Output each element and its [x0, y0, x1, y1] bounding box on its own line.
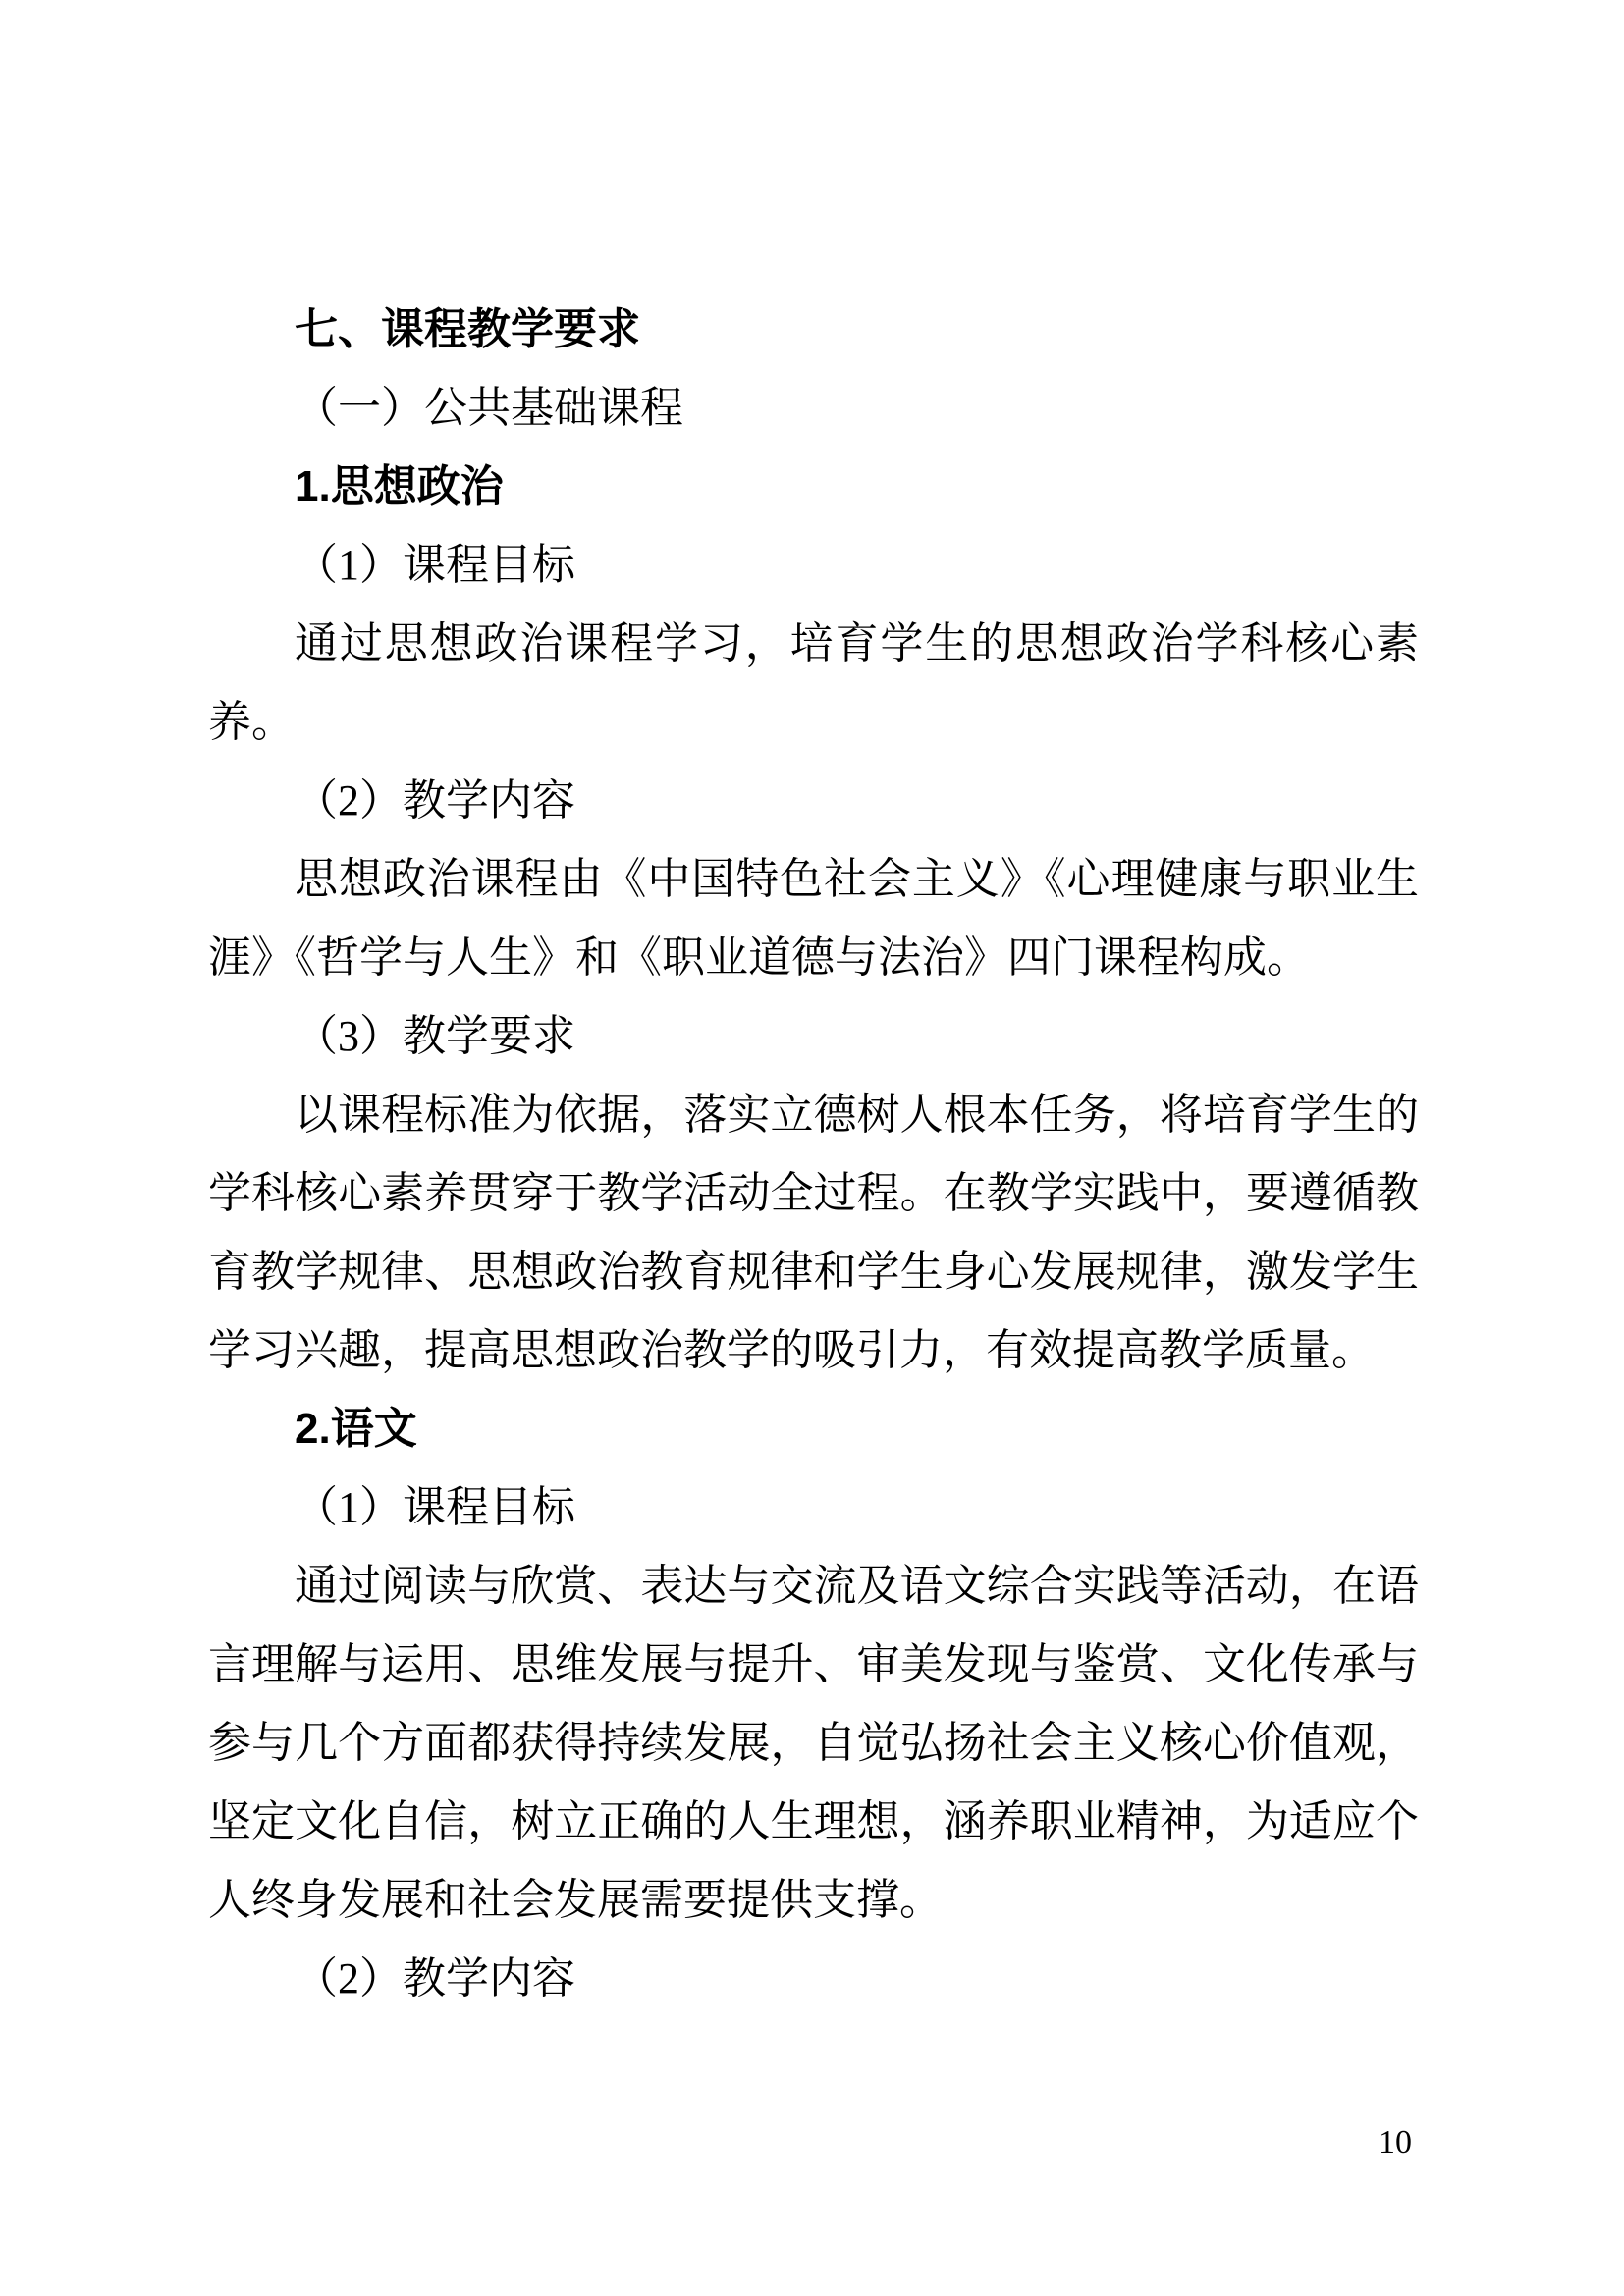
clause-heading: （1）课程目标 — [295, 541, 575, 589]
subsection-heading: （一）公共基础课程 — [295, 384, 683, 432]
paragraph-line: 以课程标准为依据，落实立德树人根本任务，将培育学生的 — [295, 1091, 1419, 1139]
paragraph-line: 人终身发展和社会发展需要提供支撑。 — [208, 1876, 943, 1924]
paragraph-line: 养。 — [208, 698, 295, 746]
paragraph-line: 育教学规律、思想政治教育规律和学生身心发展规律，激发学生 — [208, 1248, 1419, 1296]
paragraph-line: 言理解与运用、思维发展与提升、审美发现与鉴赏、文化传承与 — [208, 1640, 1419, 1688]
paragraph-line: 学习兴趣，提高思想政治教学的吸引力，有效提高教学质量。 — [208, 1326, 1375, 1374]
clause-heading: （2）教学内容 — [295, 776, 575, 825]
section-title: 七、课程教学要求 — [295, 305, 640, 353]
paragraph-line: 学科核心素养贯穿于教学活动全过程。在教学实践中，要遵循教 — [208, 1169, 1419, 1217]
paragraph-line: 坚定文化自信，树立正确的人生理想，涵养职业精神，为适应个 — [208, 1797, 1419, 1845]
paragraph-line: 涯》《哲学与人生》和《职业道德与法治》四门课程构成。 — [208, 934, 1310, 982]
paragraph-line: 参与几个方面都获得持续发展，自觉弘扬社会主义核心价值观， — [208, 1719, 1419, 1767]
clause-heading: （1）课程目标 — [295, 1483, 575, 1531]
paragraph-line: 通过阅读与欣赏、表达与交流及语文综合实践等活动，在语 — [295, 1562, 1419, 1610]
course-heading: 2.语文 — [295, 1405, 417, 1453]
paragraph-line: 通过思想政治课程学习，培育学生的思想政治学科核心素 — [295, 619, 1419, 667]
document-content — [208, 291, 1419, 2018]
clause-heading: （2）教学内容 — [295, 1954, 575, 2002]
course-heading: 1.思想政治 — [295, 462, 504, 510]
page-number: 10 — [1379, 2124, 1412, 2161]
paragraph-line: 思想政治课程由《中国特色社会主义》《心理健康与职业生 — [295, 855, 1419, 903]
clause-heading: （3）教学要求 — [295, 1012, 575, 1060]
